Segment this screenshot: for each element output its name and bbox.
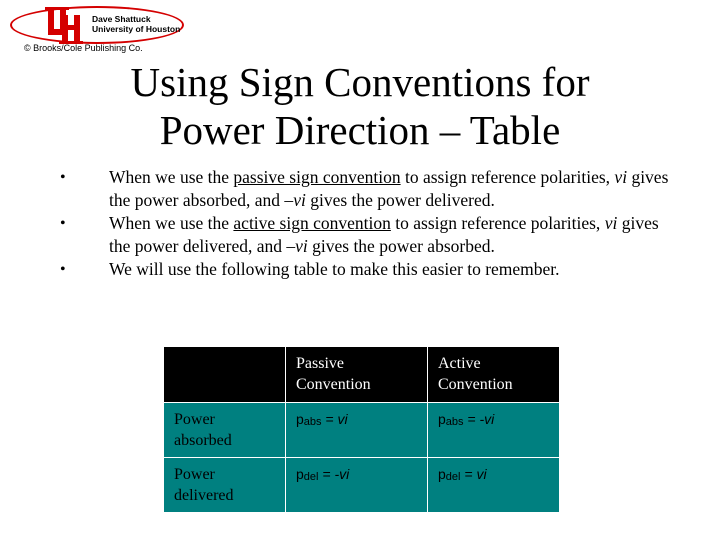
cell-passive-delivered bbox=[286, 458, 428, 513]
bullet-icon: • bbox=[60, 169, 66, 186]
bullet-text: gives the power delivered, and – bbox=[109, 213, 659, 256]
cell-passive-absorbed bbox=[286, 403, 428, 458]
bullet-table-intro bbox=[60, 258, 680, 281]
logo-university: University of Houston bbox=[92, 24, 181, 34]
vi-term: vi bbox=[614, 167, 628, 187]
bullet-active bbox=[60, 212, 680, 258]
header-passive-convention: Passive Convention bbox=[286, 347, 428, 403]
active-sign-convention-term: active sign convention bbox=[233, 213, 391, 233]
table-header-row bbox=[164, 347, 560, 403]
table-row bbox=[164, 458, 560, 513]
logo bbox=[2, 2, 192, 54]
formula: pdel = vi bbox=[438, 466, 487, 483]
formula: pabs = -vi bbox=[438, 411, 495, 428]
bullet-text: We will use the following table to make this easier to remember. bbox=[109, 259, 560, 279]
bullet-text: to assign reference polarities, bbox=[400, 167, 615, 187]
vi-term: vi bbox=[295, 236, 308, 256]
bullet-text: When we use the bbox=[109, 213, 234, 233]
bullet-text: gives the power delivered. bbox=[305, 190, 495, 210]
passive-sign-convention-term: passive sign convention bbox=[233, 167, 401, 187]
uh-logo-icon bbox=[44, 3, 84, 47]
formula: pabs = vi bbox=[296, 411, 348, 428]
table-corner-cell bbox=[164, 347, 286, 403]
header-active-convention: Active Convention bbox=[428, 347, 560, 403]
bullet-icon: • bbox=[60, 261, 66, 278]
row-label-power-delivered: Power delivered bbox=[164, 458, 286, 513]
logo-publisher: © Brooks/Cole Publishing Co. bbox=[24, 43, 143, 53]
logo-author: Dave Shattuck bbox=[92, 14, 151, 24]
bullet-text: When we use the bbox=[109, 167, 234, 187]
row-label-power-absorbed: Power absorbed bbox=[164, 403, 286, 458]
table-row bbox=[164, 403, 560, 458]
bullet-icon: • bbox=[60, 215, 66, 232]
bullet-list bbox=[60, 166, 680, 281]
power-direction-table bbox=[163, 346, 560, 513]
bullet-text: gives the power absorbed, and – bbox=[109, 167, 669, 210]
bullet-text: gives the power absorbed. bbox=[307, 236, 495, 256]
vi-term: vi bbox=[604, 213, 618, 233]
bullet-passive bbox=[60, 166, 680, 212]
cell-active-delivered bbox=[428, 458, 560, 513]
slide-title: Using Sign Conventions for Power Direction – Table bbox=[130, 59, 590, 153]
vi-term: vi bbox=[293, 190, 306, 210]
formula: pdel = -vi bbox=[296, 466, 350, 483]
bullet-text: to assign reference polarities, bbox=[390, 213, 605, 233]
cell-active-absorbed bbox=[428, 403, 560, 458]
